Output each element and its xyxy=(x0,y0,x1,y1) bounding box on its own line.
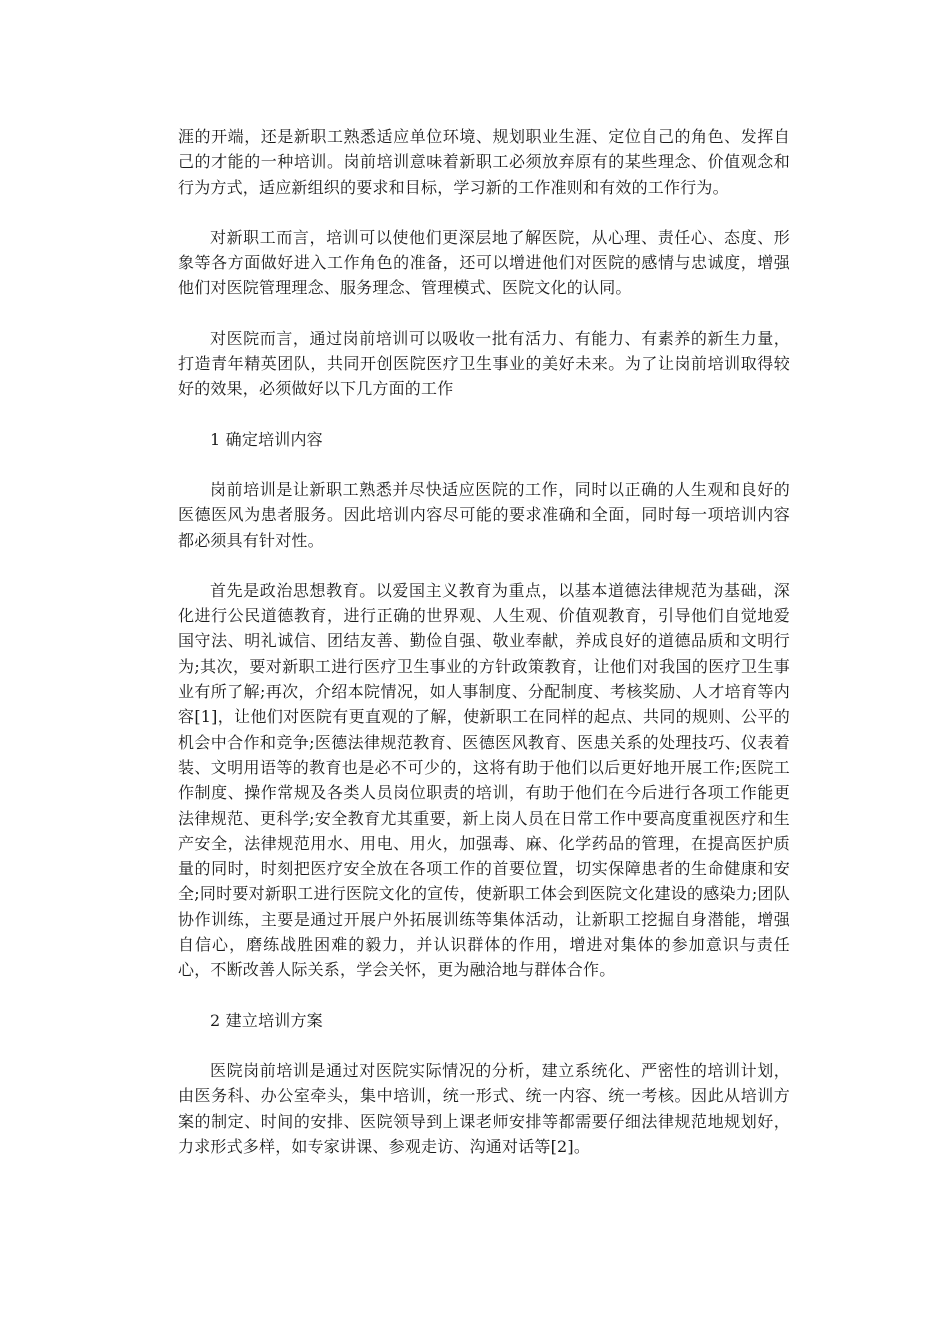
section-heading-1: 1 确定培训内容 xyxy=(210,429,323,449)
paragraph-staff-benefits: 对新职工而言，培训可以使他们更深层地了解医院，从心理、责任心、态度、形象等各方面做好进入工作角色的准备，还可以增进他们对医院的感情与忠诚度，增强他们对医院管理理念、服务理念、管理模式、医院文化的认同。 xyxy=(178,227,790,298)
paragraph-training-plan: 医院岗前培训是通过对医院实际情况的分析，建立系统化、严密性的培训计划，由医务科、办公室牵头，集中培训，统一形式、统一内容、统一考核。因此从培训方案的制定、时间的安排、医院领导到上课老师安排等都需要仔细法律规范地规划好，力求形式多样，如专家讲课、参观走访、沟通对话等[2]。 xyxy=(178,1060,790,1156)
document-page xyxy=(178,124,790,1184)
paragraph-political-education: 首先是政治思想教育。以爱国主义教育为重点，以基本道德法律规范为基础，深化进行公民道德教育，进行正确的世界观、人生观、价值观教育，引导他们自觉地爱国守法、明礼诚信、团结友善、勤俭自强、敬业奉献，养成良好的道德品质和文明行为;其次，要对新职工进行医疗卫生事业的方针政策教育，让他们对我国的医疗卫生事业有所了解;再次，介绍本院情况，如人事制度、分配制度、考核奖励、人才培育等内容[1]，让他们对医院有更直观的了解，使新职工在同样的起点、共同的规则、公平的机会中合作和竞争;医德法律规范教育、医德医风教育、医患关系的处理技巧、仪表着装、文明用语等的教育也是必不可少的，这将有助于他们以后更好地开展工作;医院工作制度、操作常规及各类人员岗位职责的培训，有助于他们在今后进行各项工作能更法律规范、更科学;安全教育尤其重要，新上岗人员在日常工作中要高度重视医疗和生产安全，法律规范用水、用电、用火，加强毒、麻、化学药品的管理，在提高医护质量的同时，时刻把医疗安全放在各项工作的首要位置，切实保障患者的生命健康和安全;同时要对新职工进行医院文化的宣传，使新职工体会到医院文化建设的感染力;团队协作训练，主要是通过开展户外拓展训练等集体活动，让新职工挖掘自身潜能，增强自信心，磨练战胜困难的毅力，并认识群体的作用，增进对集体的参加意识与责任心，不断改善人际关系，学会关怀，更为融洽地与群体合作。 xyxy=(178,580,790,980)
section-heading-2: 2 建立培训方案 xyxy=(210,1010,323,1030)
paragraph-intro-continuation: 涯的开端，还是新职工熟悉适应单位环境、规划职业生涯、定位自己的角色、发挥自己的才能的一种培训。岗前培训意味着新职工必须放弃原有的某些理念、价值观念和行为方式，适应新组织的要求和目标，学习新的工作准则和有效的工作行为。 xyxy=(178,127,790,197)
paragraph-training-content: 岗前培训是让新职工熟悉并尽快适应医院的工作，同时以正确的人生观和良好的医德医风为患者服务。因此培训内容尽可能的要求准确和全面，同时每一项培训内容都必须具有针对性。 xyxy=(178,479,790,550)
paragraph-hospital-benefits: 对医院而言，通过岗前培训可以吸收一批有活力、有能力、有素养的新生力量，打造青年精英团队，共同开创医院医疗卫生事业的美好未来。为了让岗前培训取得较好的效果，必须做好以下几方面的工作 xyxy=(178,328,790,399)
